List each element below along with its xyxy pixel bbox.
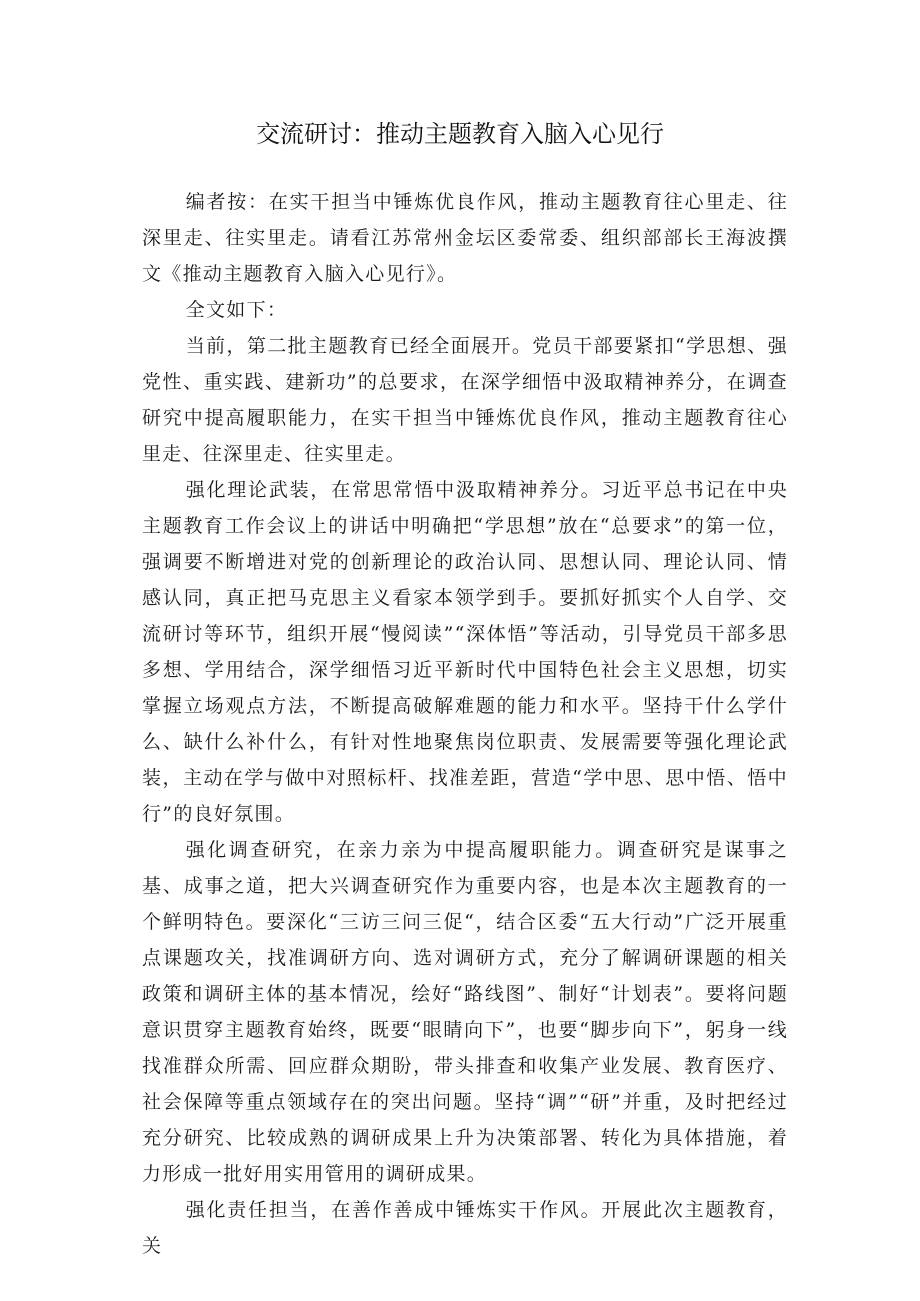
document-body — [142, 184, 788, 1264]
editor-note-paragraph: 编者按：在实干担当中锤炼优良作风，推动主题教育往心里走、往深里走、往实里走。请看江苏常州金坛区委常委、组织部部长王海波撰文《推动主题教育入脑入心见行》。 — [142, 191, 788, 285]
body-paragraph: 当前，第二批主题教育已经全面展开。党员干部要紧扣“学思想、强党性、重实践、建新功”的总要求，在深学细悟中汲取精神养分，在调查研究中提高履职能力，在实干担当中锤炼优良作风，推动主题教育往心里走、往深里走、往实里走。 — [142, 335, 788, 465]
body-paragraph: 强化责任担当，在善作善成中锤炼实干作风。开展此次主题教育，关 — [142, 1199, 788, 1257]
full-text-intro-paragraph: 全文如下： — [185, 299, 288, 321]
body-paragraph: 强化调查研究，在亲力亲为中提高履职能力。调查研究是谋事之基、成事之道，把大兴调查研究作为重要内容，也是本次主题教育的一个鲜明特色。要深化“三访三问三促“，结合区委“五大行动”广泛开展重点课题攻关，找准调研方向、选对调研方式，充分了解调研课题的相关政策和调研主体的基本情况，绘好“路线图”、制好“计划表”。要将问题意识贯穿主题教育始终，既要“眼睛向下”，也要“脚步向下”，躬身一线找准群众所需、回应群众期盼，带头排查和收集产业发展、教育医疗、社会保障等重点领域存在的突出问题。坚持“调”“研”并重，及时把经过充分研究、比较成熟的调研成果上升为决策部署、转化为具体措施，着力形成一批好用实用管用的调研成果。 — [142, 839, 788, 1185]
body-paragraph: 强化理论武装，在常思常悟中汲取精神养分。习近平总书记在中央主题教育工作会议上的讲话中明确把“学思想”放在“总要求”的第一位，强调要不断增进对党的创新理论的政治认同、思想认同、理论认同、情感认同，真正把马克思主义看家本领学到手。要抓好抓实个人自学、交流研讨等环节，组织开展“慢阅读”“深体悟”等活动，引导党员干部多思多想、学用结合，深学细悟习近平新时代中国特色社会主义思想，切实掌握立场观点方法，不断提高破解难题的能力和水平。坚持干什么学什么、缺什么补什么，有针对性地聚焦岗位职责、发展需要等强化理论武装，主动在学与做中对照标杆、找准差距，营造“学中思、思中悟、悟中行”的良好氛围。 — [142, 479, 788, 825]
document-title: 交流研讨：推动主题教育入脑入心见行 — [256, 120, 664, 148]
